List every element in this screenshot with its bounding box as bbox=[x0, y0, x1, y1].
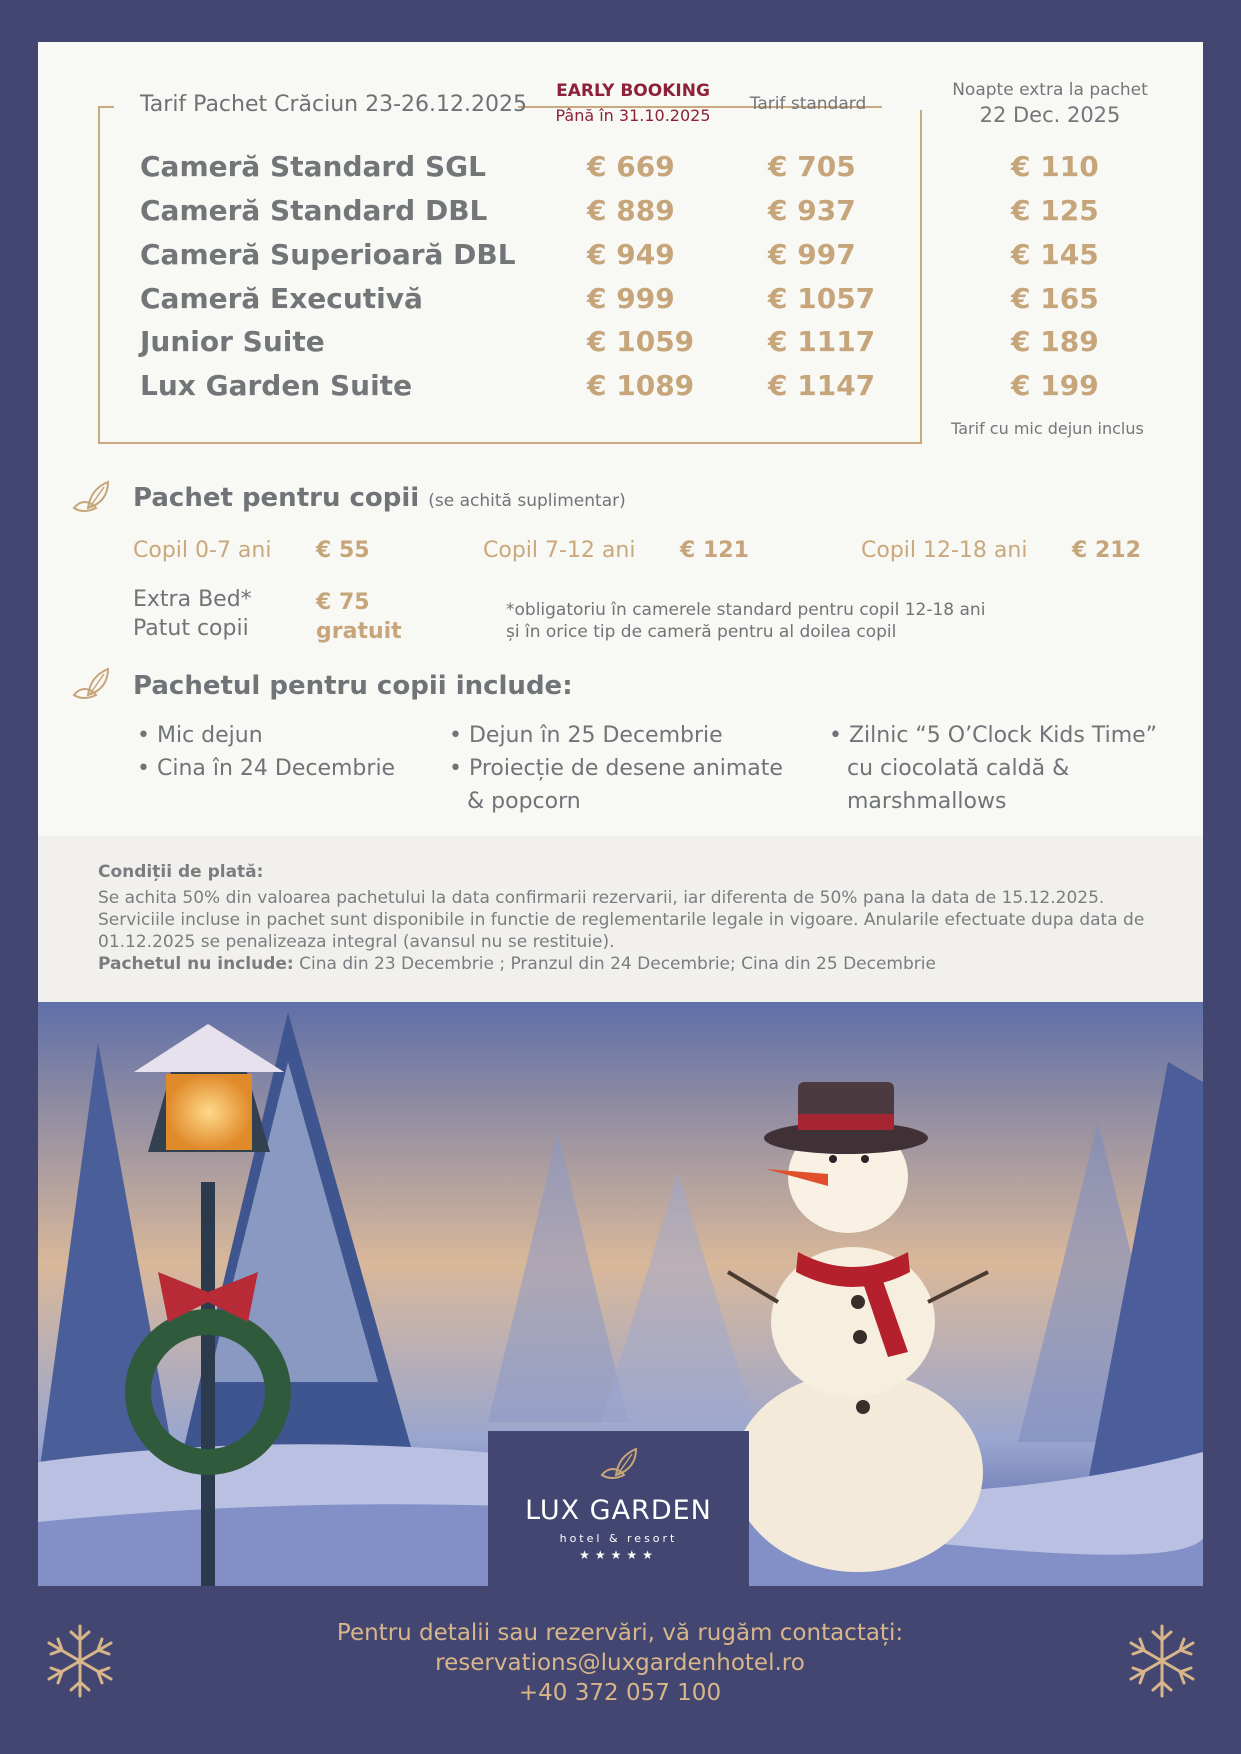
extra-bed-label: Extra Bed* bbox=[133, 587, 252, 612]
early-booking-title: EARLY BOOKING bbox=[556, 81, 710, 101]
kids-package-title-text: Pachet pentru copii bbox=[133, 483, 420, 513]
include-item: cu ciocolată caldă & bbox=[847, 756, 1070, 781]
leaf-icon bbox=[598, 1445, 640, 1483]
room-name: Lux Garden Suite bbox=[140, 369, 413, 402]
hotel-logo bbox=[488, 1431, 749, 1586]
contact-line: Pentru detalii sau rezervări, vă rugăm contactați: bbox=[336, 1620, 904, 1646]
package-title: Tarif Pachet Crăciun 23-26.12.2025 bbox=[140, 92, 527, 117]
snowflake-icon bbox=[41, 1622, 119, 1700]
early-booking-price: € 949 bbox=[587, 238, 675, 271]
room-name: Cameră Standard SGL bbox=[140, 150, 486, 183]
include-item: marshmallows bbox=[847, 789, 1007, 814]
kid-age-price: € 121 bbox=[680, 538, 749, 563]
logo-stars: ★★★★★ bbox=[579, 1548, 658, 1562]
standard-price: € 705 bbox=[768, 150, 856, 183]
conditions-text bbox=[98, 887, 1178, 975]
early-booking-price: € 1089 bbox=[587, 369, 695, 402]
extra-night-price: € 110 bbox=[1011, 150, 1099, 183]
excludes-label: Pachetul nu include: bbox=[98, 954, 294, 974]
standard-price: € 937 bbox=[768, 194, 856, 227]
include-item: • Dejun în 25 Decembrie bbox=[449, 723, 723, 748]
extra-bed-note-line1: *obligatoriu în camerele standard pentru copil 12-18 ani bbox=[506, 600, 986, 620]
room-name: Cameră Standard DBL bbox=[140, 194, 488, 227]
include-item: • Zilnic “5 O’Clock Kids Time” bbox=[829, 723, 1158, 748]
kids-package-note: (se achită suplimentar) bbox=[428, 491, 626, 511]
leaf-icon bbox=[70, 665, 112, 703]
kids-package-title bbox=[133, 483, 626, 513]
kid-age-price: € 212 bbox=[1072, 538, 1141, 563]
conditions-body: Se achita 50% din valoarea pachetului la data confirmarii rezervarii, iar diferenta de 50% pana la data de 15.12.2025. Serviciile incluse in pachet sunt disponibile in functie de reglementarile legale in vigoare. Anularile efectuate dupa data de 01.12.2025 se penalizeaza integral (avansul nu se restituie). bbox=[98, 888, 1145, 952]
leaf-icon bbox=[70, 478, 112, 516]
extra-night-price: € 165 bbox=[1011, 282, 1099, 315]
logo-name: LUX GARDEN bbox=[525, 1495, 712, 1526]
standard-price: € 1147 bbox=[768, 369, 876, 402]
include-item: & popcorn bbox=[467, 789, 581, 814]
extra-night-price: € 199 bbox=[1011, 369, 1099, 402]
standard-price: € 997 bbox=[768, 238, 856, 271]
extra-nights-date: 22 Dec. 2025 bbox=[979, 103, 1121, 127]
kid-age-price: € 55 bbox=[316, 538, 370, 563]
extra-bed-note-line2: și în orice tip de cameră pentru al doilea copil bbox=[506, 622, 897, 642]
early-booking-price: € 889 bbox=[587, 194, 675, 227]
extra-night-price: € 145 bbox=[1011, 238, 1099, 271]
kid-age-label: Copil 7-12 ani bbox=[483, 538, 636, 563]
room-name: Cameră Executivă bbox=[140, 282, 423, 315]
extra-night-price: € 189 bbox=[1011, 325, 1099, 358]
early-booking-price: € 999 bbox=[587, 282, 675, 315]
excludes-text: Cina din 23 Decembrie ; Pranzul din 24 Decembrie; Cina din 25 Decembrie bbox=[299, 954, 936, 974]
contact-email[interactable]: reservations@luxgardenhotel.ro bbox=[435, 1650, 805, 1676]
conditions-title: Condiții de plată: bbox=[98, 862, 264, 882]
early-booking-price: € 1059 bbox=[587, 325, 695, 358]
room-name: Cameră Superioară DBL bbox=[140, 238, 516, 271]
room-name: Junior Suite bbox=[140, 325, 325, 358]
breakfast-note: Tarif cu mic dejun inclus bbox=[951, 419, 1144, 438]
extra-night-price: € 125 bbox=[1011, 194, 1099, 227]
snowflake-icon bbox=[1123, 1622, 1201, 1700]
extra-nights-title: Noapte extra la pachet bbox=[952, 80, 1148, 100]
include-item: • Cina în 24 Decembrie bbox=[137, 756, 396, 781]
include-item: • Mic dejun bbox=[137, 723, 263, 748]
kid-age-label: Copil 0-7 ani bbox=[133, 538, 272, 563]
logo-subtitle: hotel & resort bbox=[559, 1532, 678, 1545]
early-booking-price: € 669 bbox=[587, 150, 675, 183]
standard-price: € 1057 bbox=[768, 282, 876, 315]
include-item: • Proiecție de desene animate bbox=[449, 756, 783, 781]
kid-age-label: Copil 12-18 ani bbox=[861, 538, 1028, 563]
frame-gap-right bbox=[882, 104, 922, 110]
crib-price: gratuit bbox=[316, 619, 402, 644]
extra-bed-price: € 75 bbox=[316, 590, 370, 615]
early-booking-deadline: Până în 31.10.2025 bbox=[555, 106, 711, 125]
standard-price: € 1117 bbox=[768, 325, 876, 358]
standard-rate-title: Tarif standard bbox=[749, 94, 867, 114]
crib-label: Patut copii bbox=[133, 616, 249, 641]
contact-phone[interactable]: +40 372 057 100 bbox=[518, 1680, 722, 1706]
includes-title: Pachetul pentru copii include: bbox=[133, 671, 573, 701]
